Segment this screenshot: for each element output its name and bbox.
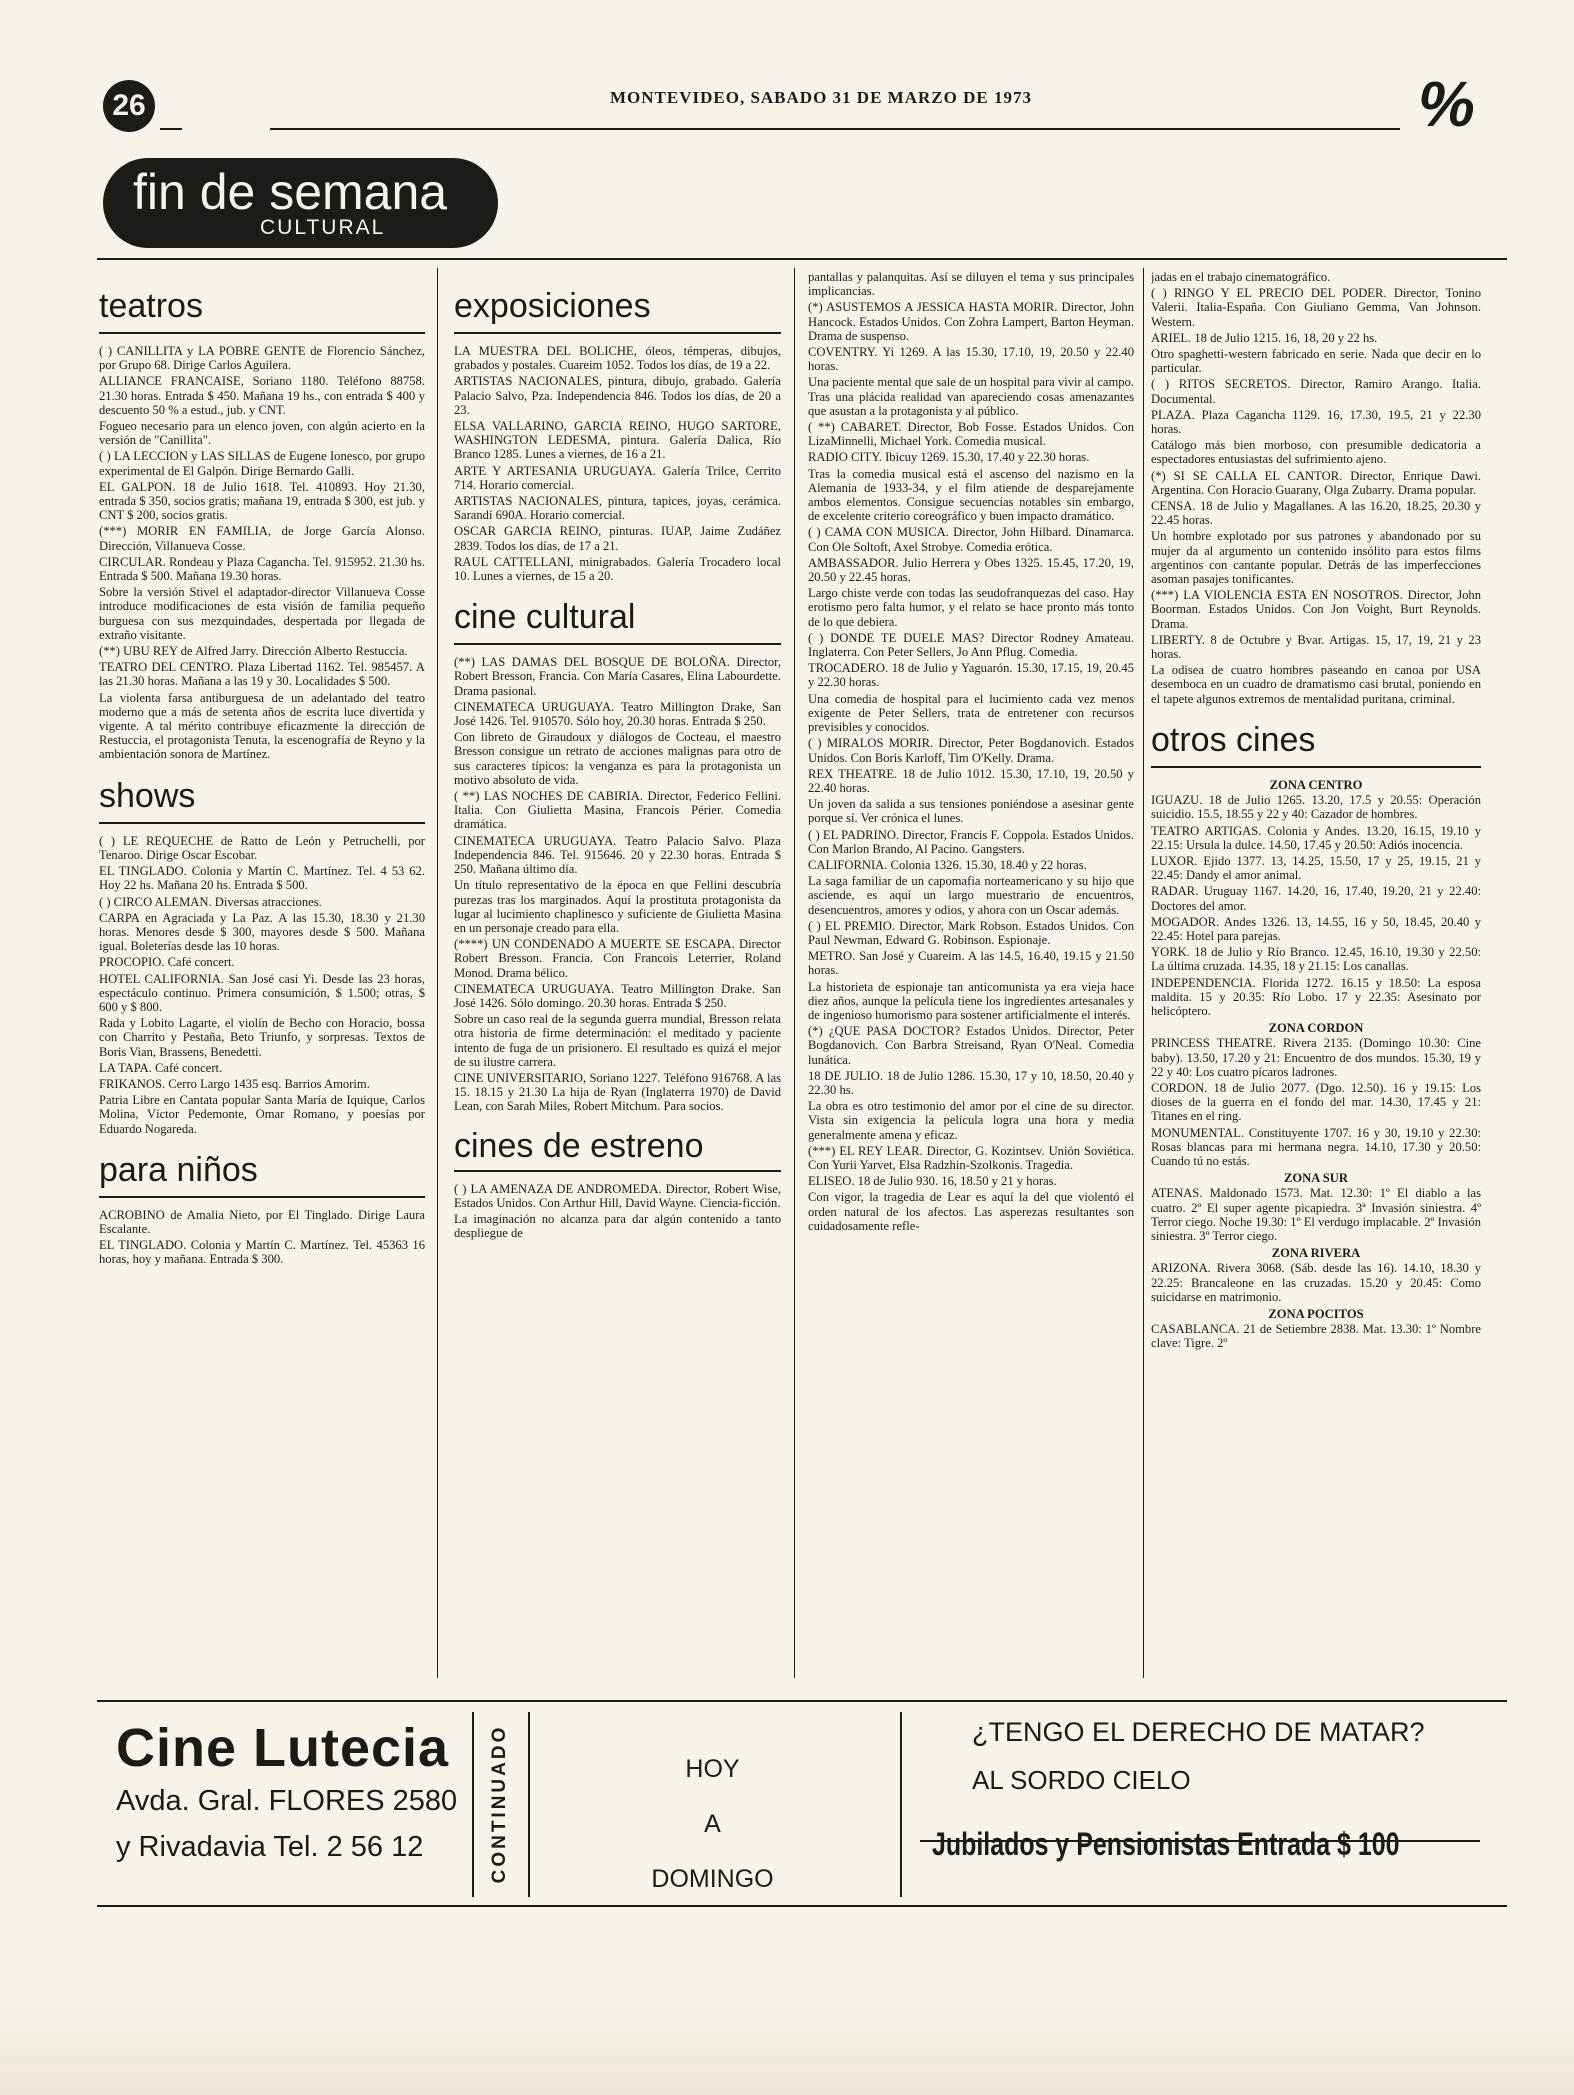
zone-heading: ZONA SUR bbox=[1283, 1171, 1349, 1186]
listing-entry: ( ) RITOS SECRETOS. Director, Ramiro Arango. Italia. Documental. bbox=[1151, 377, 1481, 406]
cinema-listing: LUXOR. Ejido 1377. 13, 14.25, 15.50, 17 y 25, 19.15, 21 y 22.45: Dandy el amor animal. bbox=[1151, 853, 1481, 883]
listing-entry: EL GALPON. 18 de Julio 1618. Tel. 410893. Hoy 21.30, entrada $ 350, socios gratis; mañana 19, entrada $ 300, est jub. y CNT $ 200, socios gratis. bbox=[99, 479, 425, 523]
section-heading-cines-estreno: cines de estreno bbox=[454, 1128, 781, 1172]
listing-entry: ARTE Y ARTESANIA URUGUAYA. Galería Trilce, Cerrito 714. Horario comercial. bbox=[454, 463, 781, 492]
listing-entry: pantallas y palanquitas. Así se diluyen el tema y sus principales implicancias. bbox=[808, 270, 1134, 299]
listing-entry: CINEMATECA URUGUAYA. Teatro Millington Drake. San José 1426. Sólo domingo. 20.30 horas. Entrada $ 250. bbox=[454, 981, 781, 1010]
cinema-name: Cine Lutecia bbox=[116, 1718, 450, 1778]
listing-entry: (*) ASUSTEMOS A JESSICA HASTA MORIR. Director, John Hancock. Estados Unidos. Con Zohra Lampert, Barton Heyman. Drama de suspenso. bbox=[808, 300, 1134, 343]
listing-entry: (*) ¿QUE PASA DOCTOR? Estados Unidos. Director, Peter Bogdanovich. Con Barbra Streisand, Ryan O'Neal. Comedia lunática. bbox=[808, 1024, 1134, 1067]
listing-entry: FRIKANOS. Cerro Largo 1435 esq. Barrios Amorim. bbox=[99, 1076, 370, 1091]
listing-entry: RADIO CITY. Ibicuy 1269. 15.30, 17.40 y 22.30 horas. bbox=[808, 450, 1090, 465]
cinema-listing: ARIZONA. Rivera 3068. (Sáb. desde las 16). 14.10, 18.30 y 22.25: Brancaleone en las cruzadas. 15.20 y 20.45: Como suicidarse en matrimonio. bbox=[1151, 1261, 1481, 1304]
listing-entry: La odisea de cuatro hombres paseando en canoa por USA desemboca en un cuadro de dramatismo casi brutal, poniendo en el tapete algunos extremos de mentalidad puritana, criminal. bbox=[1151, 663, 1481, 706]
exposiciones-list bbox=[454, 344, 781, 583]
listing-entry: PROCOPIO. Café concert. bbox=[99, 955, 235, 970]
ad-divider bbox=[472, 1712, 474, 1897]
para-ninos-list bbox=[99, 1208, 425, 1267]
listing-entry: Sobre un caso real de la segunda guerra mundial, Bresson relata otra historia de firme determinación: el meditado y paciente intento de fuga de un prisionero. El resultado es quizá el mejor de su ilustre carrera. bbox=[454, 1012, 781, 1069]
section-heading-cine-cultural: cine cultural bbox=[454, 597, 781, 645]
section-banner bbox=[103, 158, 498, 248]
listing-entry: (**) LAS DAMAS DEL BOSQUE DE BOLOÑA. Director, Robert Bresson, Francia. Con María Casares, Elina Labourdette. Drama pasional. bbox=[454, 655, 781, 698]
domingo-label: DOMINGO bbox=[651, 1865, 774, 1893]
listing-entry: REX THEATRE. 18 de Julio 1012. 15.30, 17.10, 19, 20.50 y 22.40 horas. bbox=[808, 766, 1134, 795]
listing-entry: EL TINGLADO. Colonia y Martín C. Martínez. Tel. 4 53 62. Hoy 22 hs. Mañana 20 hs. Entrada $ 500. bbox=[99, 864, 425, 893]
listing-entry: ARTISTAS NACIONALES, pintura, tapices, joyas, cerámica. Sarandí 690A. Horario comercial. bbox=[454, 494, 781, 523]
ad-divider bbox=[900, 1712, 902, 1897]
listing-entry: Largo chiste verde con todas las seudofranquezas del caso. Hay erotismo pero falta humor, y el relato se hace pronto más tonto de lo que debiera. bbox=[808, 586, 1134, 629]
cinema-listing: CASABLANCA. 21 de Setiembre 2838. Mat. 13.30: 1º Nombre clave: Tigre. 2º bbox=[1151, 1322, 1481, 1351]
listing-entry: ( ) RINGO Y EL PRECIO DEL PODER. Director, Tonino Valerii. Italia-España. Con Giuliano Gemma, Van Johnson. Western. bbox=[1151, 286, 1481, 329]
ad-top-rule bbox=[97, 1700, 1507, 1702]
column-divider bbox=[1143, 268, 1144, 1678]
section-heading-para-ninos: para niños bbox=[99, 1150, 425, 1198]
listing-entry: (****) UN CONDENADO A MUERTE SE ESCAPA. Director Robert Bresson. Francia. Con Francois Leterrier, Roland Monod. Drama bélico. bbox=[454, 937, 781, 980]
listing-entry: Con vigor, la tragedia de Lear es aquí la del que violentó el orden natural de los afectos. Las asperezas resultantes son cuidadosamente refle- bbox=[808, 1190, 1134, 1233]
column-3 bbox=[808, 270, 1134, 1680]
listing-entry: Sobre la versión Stivel el adaptador-director Villanueva Cosse introduce modificaciones de esta visión de familia pequeño burguesa con sus mezquindades, despertada por llegada de extraño visitante. bbox=[99, 585, 425, 642]
listing-entry: Tras la comedia musical está el ascenso del nazismo en la Alemania de 1933-34, y el film atiende de desparejamente ambos elementos. Consigue secuencias notables sin embargo, de excelente criterio coreográfico y buen impacto dramático. bbox=[808, 466, 1134, 524]
listing-entry: CARPA en Agraciada y La Paz. A las 15.30, 18.30 y 21.30 horas. Menores desde $ 300, mayores desde $ 500. Mañana igual. Boleterías desde las 10 horas. bbox=[99, 910, 425, 954]
column-2 bbox=[454, 270, 781, 1680]
listing-entry: TEATRO DEL CENTRO. Plaza Libertad 1162. Tel. 985457. A las 21.30 horas. Mañana a las 19 y 30. Localidades $ 500. bbox=[99, 660, 425, 689]
listing-entry: 18 DE JULIO. 18 de Julio 1286. 15.30, 17 y 10, 18.50, 20.40 y 22.30 hs. bbox=[808, 1068, 1134, 1097]
continuado-label: CONTINUADO bbox=[489, 1724, 510, 1883]
continuado-box bbox=[480, 1716, 520, 1891]
section-heading-otros-cines: otros cines bbox=[1151, 720, 1481, 768]
listing-entry: Una comedia de hospital para el lucimiento cada vez menos exigente de Peter Sellers, trata de entretener con recursos previsibles y conocidos. bbox=[808, 691, 1134, 735]
cinema-listing: IGUAZU. 18 de Julio 1265. 13.20, 17.5 y 20.55: Operación suicidio. 15.5, 18.55 y 22 y 40: Cazador de hombres. bbox=[1151, 793, 1481, 822]
section-heading-teatros: teatros bbox=[99, 286, 425, 334]
zone-heading: ZONA POCITOS bbox=[1268, 1307, 1364, 1321]
schedule-box bbox=[555, 1742, 870, 1907]
listing-entry: LA TAPA. Café concert. bbox=[99, 1060, 223, 1075]
listing-entry: LA MUESTRA DEL BOLICHE, óleos, témperas, dibujos, grabados y postales. Cuareim 1052. Todos los días, de 19 a 22. bbox=[454, 344, 781, 373]
a-label: A bbox=[704, 1810, 721, 1838]
zone-heading: ZONA CENTRO bbox=[1269, 777, 1363, 792]
film-title-2: AL SORDO CIELO bbox=[972, 1765, 1191, 1795]
listing-entry: LIBERTY. 8 de Octubre y Bvar. Artigas. 15, 17, 19, 21 y 23 horas. bbox=[1151, 632, 1481, 662]
listing-entry: Catálogo más bien morboso, con presumible dedicatoria a espectadores entusiastas del sufrimiento ajeno. bbox=[1151, 438, 1481, 467]
listing-entry: HOTEL CALIFORNIA. San José casi Yi. Desde las 23 horas, espectáculo continuo. Primera consumición, $ 1.500; otras, $ 600 y $ 800. bbox=[99, 971, 425, 1014]
listing-entry: ARTISTAS NACIONALES, pintura, dibujo, grabado. Galería Palacio Salvo, Pza. Independencia 846. Todos los días, de 20 a 23. bbox=[454, 374, 781, 417]
listing-entry: CALIFORNIA. Colonia 1326. 15.30, 18.40 y 22 horas. bbox=[808, 857, 1087, 872]
listing-entry: CENSA. 18 de Julio y Magallanes. A las 16.20, 18.25, 20.30 y 22.45 horas. bbox=[1151, 499, 1481, 528]
cine-cultural-list bbox=[454, 655, 781, 1113]
otros-cines-list bbox=[1151, 778, 1481, 1351]
listing-entry: Patria Libre en Cantata popular Santa María de Iquique, Carlos Molina, Víctor Pedemonte, Omar Romano, y poesías por Eduardo Nogareda. bbox=[99, 1093, 425, 1136]
listing-entry: OSCAR GARCIA REINO, pinturas. IUAP, Jaime Zudáñez 2839. Todos los días, de 17 a 21. bbox=[454, 524, 781, 553]
listing-entry: Con libreto de Giraudoux y diálogos de Cocteau, el maestro Bresson consigue un retrato de acciones malignas para otro de sus caracteres típicos: la venganza es para la protagonista un motivo absoluto de vida. bbox=[454, 730, 781, 787]
header-rule-left bbox=[160, 128, 182, 130]
ad-divider bbox=[528, 1712, 530, 1897]
listing-entry: Un título representativo de la época en que Fellini descubría purezas tras los marginados. Aquí la prostituta protagonista da lugar al lucimiento chaplinesco y suficiente de Giulietta Masina en un personaje creado para ella. bbox=[454, 878, 781, 935]
listing-entry: TROCADERO. 18 de Julio y Yaguarón. 15.30, 17.15, 19, 20.45 y 22.30 horas. bbox=[808, 661, 1134, 690]
cinema-listing: ATENAS. Maldonado 1573. Mat. 12.30: 1º El diablo a las cuatro. 2º El super agente picapiedra. 3ª Invasión siniestra. 4º Terror ciego. Noche 19.30: 1º El verdugo implacable. 2º Invasión siniestra. 3º Terror ciego. bbox=[1151, 1186, 1481, 1243]
banner-title: fin de semana bbox=[133, 164, 448, 220]
column-4 bbox=[1151, 270, 1481, 1680]
listing-entry: (***) MORIR EN FAMILIA, de Jorge García Alonso. Dirección, Villanueva Cosse. bbox=[99, 524, 425, 553]
listing-entry: (**) UBU REY de Alfred Jarry. Dirección Alberto Restuccia. bbox=[99, 644, 408, 659]
listing-entry: ELSA VALLARINO, GARCIA REINO, HUGO SARTORE, WASHINGTON LEDESMA, pintura. Galería Dalica, Río Branco 1285. Lunes a viernes, de 16 a 21. bbox=[454, 419, 781, 462]
section-heading-exposiciones: exposiciones bbox=[454, 286, 781, 334]
cinema-listing: TEATRO ARTIGAS. Colonia y Andes. 13.20, 16.15, 19.10 y 22.15: Ursula la dulce. 14.50, 17.45 y 20.50: Adiós inocencia. bbox=[1151, 823, 1481, 852]
cinema-listing: CORDON. 18 de Julio 2077. (Dgo. 12.50). 16 y 19.15: Los dioses de la guerra en el fondo del mar. 14.30, 17.45 y 21: Titanes en el ring. bbox=[1151, 1080, 1481, 1124]
listing-entry: Un joven da salida a sus tensiones poniéndose a asesinar gente porque sí. Ver crónica el lunes. bbox=[808, 797, 1134, 826]
listing-entry: ( ) CAMA CON MUSICA. Director, John Hilbard. Dinamarca. Con Ole Soltoft, Axel Strobye. Comedia erótica. bbox=[808, 525, 1134, 554]
listing-entry: CIRCULAR. Rondeau y Plaza Cagancha. Tel. 915952. 21.30 hs. Entrada $ 500. Mañana 19.30 horas. bbox=[99, 554, 425, 584]
listing-entry: ( **) CABARET. Director, Bob Fosse. Estados Unidos. Con LizaMinnelli, Michael York. Comedia musical. bbox=[808, 420, 1134, 449]
header-rule bbox=[270, 128, 1400, 130]
listing-entry: Fogueo necesario para un elenco joven, con algún acierto en la versión de "Canillita". bbox=[99, 419, 425, 448]
listing-entry: La violenta farsa antiburguesa de un adelantado del teatro moderno que a más de setenta años de escrita luce divertida y vigente. A tal mérito contribuye eficazmente la dirección de Restuccia, el protagonista Tenuta, la escenografía de Reyno y la ambientación sonora de Martínez. bbox=[99, 690, 425, 762]
listing-entry: ( ) LE REQUECHE de Ratto de León y Petruchelli, por Tenaroo. Dirige Oscar Escobar. bbox=[99, 833, 425, 862]
cines-estreno-end bbox=[1151, 270, 1481, 706]
promo-text: Jubilados y Pensionistas Entrada $ 100 bbox=[932, 1826, 1400, 1862]
shows-list bbox=[99, 834, 425, 1136]
listing-entry: METRO. San José y Cuareim. A las 14.5, 16.40, 19.15 y 21.50 horas. bbox=[808, 949, 1134, 978]
listing-entry: EL TINGLADO. Colonia y Martín C. Martínez. Tel. 45363 16 horas, hoy y mañana. Entrada $ 300. bbox=[99, 1238, 425, 1267]
top-rule bbox=[97, 258, 1507, 260]
ad-bottom-rule bbox=[97, 1905, 1507, 1907]
cinema-address-phone: y Rivadavia Tel. 2 56 12 bbox=[116, 1831, 424, 1863]
listing-entry: ELISEO. 18 de Julio 930. 16, 18.50 y 21 y horas. bbox=[808, 1174, 1057, 1189]
cinema-listing: PRINCESS THEATRE. Rivera 2135. (Domingo 10.30: Cine baby). 13.50, 17.20 y 21: Encuentro de dos mundos. 15.30, 19 y 22 y 40: Los cuatro pícaros ladrones. bbox=[1151, 1036, 1481, 1079]
cinema-ad bbox=[102, 1712, 468, 1902]
listing-entry: PLAZA. Plaza Cagancha 1129. 16, 17.30, 19.5, 21 y 22.30 horas. bbox=[1151, 407, 1481, 437]
listing-entry: ( ) LA AMENAZA DE ANDROMEDA. Director, Robert Wise, Estados Unidos. Con Arthur Hill, David Wayne. Ciencia-ficción. bbox=[454, 1181, 781, 1210]
listing-entry: jadas en el trabajo cinematográfico. bbox=[1151, 270, 1331, 284]
listing-entry: Una paciente mental que sale de un hospital para vivir al campo. Tras una plácida realidad van apareciendo cosas amenazantes que asustan a la protagonista y al público. bbox=[808, 375, 1134, 418]
column-divider bbox=[437, 268, 438, 1678]
listing-entry: ALLIANCE FRANCAISE, Soriano 1180. Teléfono 88758. 21.30 horas. Entrada $ 450. Mañana 19 hs., con entrada $ 400 y descuento 50 % a estud., jub. y CNT. bbox=[99, 374, 425, 417]
page-number: 26 bbox=[103, 80, 155, 132]
listing-entry: (***) EL REY LEAR. Director, G. Kozintsev. Unión Soviética. Con Yurii Yarvet, Elsa Radzhin-Szolkonis. Tragedia. bbox=[808, 1143, 1134, 1172]
listing-entry: ( ) CANILLITA y LA POBRE GENTE de Florencio Sánchez, por Grupo 68. Dirige Carlos Aguilera. bbox=[99, 344, 425, 373]
listing-entry: COVENTRY. Yi 1269. A las 15.30, 17.10, 19, 20.50 y 22.40 horas. bbox=[808, 345, 1134, 374]
cinema-listing: MONUMENTAL. Constituyente 1707. 16 y 30, 19.10 y 22.30: Rosas blancas para mi hermana negra. 14.10, 17.30 y 20.50: Cuando tú no estás. bbox=[1151, 1125, 1481, 1168]
dateline: MONTEVIDEO, SABADO 31 DE MARZO DE 1973 bbox=[610, 88, 1032, 107]
cinema-listing: RADAR. Uruguay 1167. 14.20, 16, 17.40, 19.20, 21 y 22.40: Doctores del amor. bbox=[1151, 884, 1481, 913]
cinema-listing: YORK. 18 de Julio y Río Branco. 12.45, 16.10, 19.30 y 22.50: La última cruzada. 14.35, 18 y 21.15: Los canallas. bbox=[1151, 945, 1481, 974]
listing-entry: ( ) MIRALOS MORIR. Director, Peter Bogdanovich. Estados Unidos. Con Boris Karloff, Tim O'Kelly. Drama. bbox=[808, 736, 1134, 765]
listing-entry: Un hombre explotado por sus patrones y abandonado por su mujer da al argumento un contenido insólito para estos films argentinos con cantante popular. Detrás de las imperfecciones asoman pasajes tonificantes. bbox=[1151, 529, 1481, 587]
listing-entry: CINEMATECA URUGUAYA. Teatro Millington Drake, San José 1426. Tel. 910570. Sólo hoy, 20.30 horas. Entrada $ 250. bbox=[454, 699, 781, 729]
film-title-1: ¿TENGO EL DERECHO DE MATAR? bbox=[972, 1717, 1425, 1747]
listing-entry: La saga familiar de un capomafia norteamericano y su hijo que asciende, es aquí un largo muestrario de encuentros, desencuentros, amores y odios, y ahora con un Oscar además. bbox=[808, 874, 1134, 917]
film-box bbox=[920, 1712, 1480, 1863]
listing-entry: CINE UNIVERSITARIO, Soriano 1227. Teléfono 916768. A las 15. 18.15 y 21.30 La hija de Ryan (Inglaterra 1970) de David Lean, con Sarah Miles, Robert Mitchum. Para socios. bbox=[454, 1070, 781, 1114]
section-heading-shows: shows bbox=[99, 776, 425, 824]
listing-entry: ( **) LAS NOCHES DE CABIRIA. Director, Federico Fellini. Italia. Con Giulietta Masina, Francois Périer. Comedia dramática. bbox=[454, 789, 781, 832]
listing-entry: Rada y Lobito Lagarte, el violín de Becho con Horacio, bossa con Charrito y Pestaña, Beto Triunfo, y sorpresas. Textos de Boris Vian, Brassens, Benedetti. bbox=[99, 1016, 425, 1059]
listing-entry: La imaginación no alcanza para dar algún contenido a tanto despliegue de bbox=[454, 1211, 781, 1241]
listing-entry: ( ) EL PREMIO. Director, Mark Robson. Estados Unidos. Con Paul Newman, Edward G. Robinson. Espionaje. bbox=[808, 918, 1134, 947]
zone-heading: ZONA CORDON bbox=[1268, 1021, 1364, 1036]
zone-heading: ZONA RIVERA bbox=[1271, 1246, 1361, 1261]
column-1 bbox=[99, 270, 425, 1680]
cinema-listing: INDEPENDENCIA. Florida 1272. 16.15 y 18.50: La esposa maldita. 15 y 20.35: Río Lobo. 17 y 22.35: Asesinato por helicóptero. bbox=[1151, 975, 1481, 1018]
listing-entry: Otro spaghetti-western fabricado en serie. Nada que decir en lo particular. bbox=[1151, 347, 1481, 376]
cines-estreno-continued bbox=[808, 270, 1134, 1233]
listing-entry: (*) SI SE CALLA EL CANTOR. Director, Enrique Dawi. Argentina. Con Horacio Guarany, Olga Zubarry. Drama popular. bbox=[1151, 468, 1481, 497]
banner-subtitle: CULTURAL bbox=[260, 216, 386, 239]
cinema-address: Avda. Gral. FLORES 2580 bbox=[116, 1785, 458, 1817]
listing-entry: La historieta de espionaje tan anticomunista ya era vieja hace diez años, aunque la película tiene los ingredientes artesanales y de ingenioso humorismo para sostener artificialmente el interés. bbox=[808, 979, 1134, 1022]
listing-entry: ACROBINO de Amalia Nieto, por El Tinglado. Dirige Laura Escalante. bbox=[99, 1207, 425, 1236]
listing-entry: ( ) CIRCO ALEMAN. Diversas atracciones. bbox=[99, 894, 322, 909]
teatros-list bbox=[99, 344, 425, 762]
cines-estreno-list bbox=[454, 1182, 781, 1241]
listing-entry: ( ) LA LECCION y LAS SILLAS de Eugene Ionesco, por grupo experimental de El Galpón. Dirige Bernardo Galli. bbox=[99, 449, 425, 478]
listing-entry: ( ) DONDE TE DUELE MAS? Director Rodney Amateau. Inglaterra. Con Peter Sellers, Jo Ann Pflug. Comedia. bbox=[808, 630, 1134, 660]
page-margin bbox=[0, 1995, 1574, 2095]
hoy-label: HOY bbox=[685, 1755, 740, 1783]
listing-entry: AMBASSADOR. Julio Herrera y Obes 1325. 15.45, 17.20, 19, 20.50 y 22.45 horas. bbox=[808, 555, 1134, 585]
listing-entry: ARIEL. 18 de Julio 1215. 16, 18, 20 y 22 hs. bbox=[1151, 330, 1378, 345]
cinema-listing: MOGADOR. Andes 1326. 13, 14.55, 16 y 50, 18.45, 20.40 y 22.45: Hotel para parejas. bbox=[1151, 914, 1481, 943]
column-divider bbox=[794, 268, 795, 1678]
listing-entry: La obra es otro testimonio del amor por el cine de su director. Vista sin exigencia la película logra una hora y media generalmente amena y eficaz. bbox=[808, 1099, 1134, 1142]
listing-entry: ( ) EL PADRINO. Director, Francis F. Coppola. Estados Unidos. Con Marlon Brando, Al Pacino. Gangsters. bbox=[808, 827, 1134, 856]
newspaper-logo: % bbox=[1418, 68, 1475, 140]
listing-entry: RAUL CATTELLANI, minigrabados. Galería Trocadero local 10. Lunes a viernes, de 15 a 20. bbox=[454, 554, 781, 584]
listing-entry: (***) LA VIOLENCIA ESTA EN NOSOTROS. Director, John Boorman. Estados Unidos. Con Jon Voight, Burt Reynolds. Drama. bbox=[1151, 588, 1481, 631]
listing-entry: CINEMATECA URUGUAYA. Teatro Palacio Salvo. Plaza Independencia 846. Tel. 915646. 20 y 22.30 horas. Entrada $ 250. Mañana último día. bbox=[454, 833, 781, 877]
